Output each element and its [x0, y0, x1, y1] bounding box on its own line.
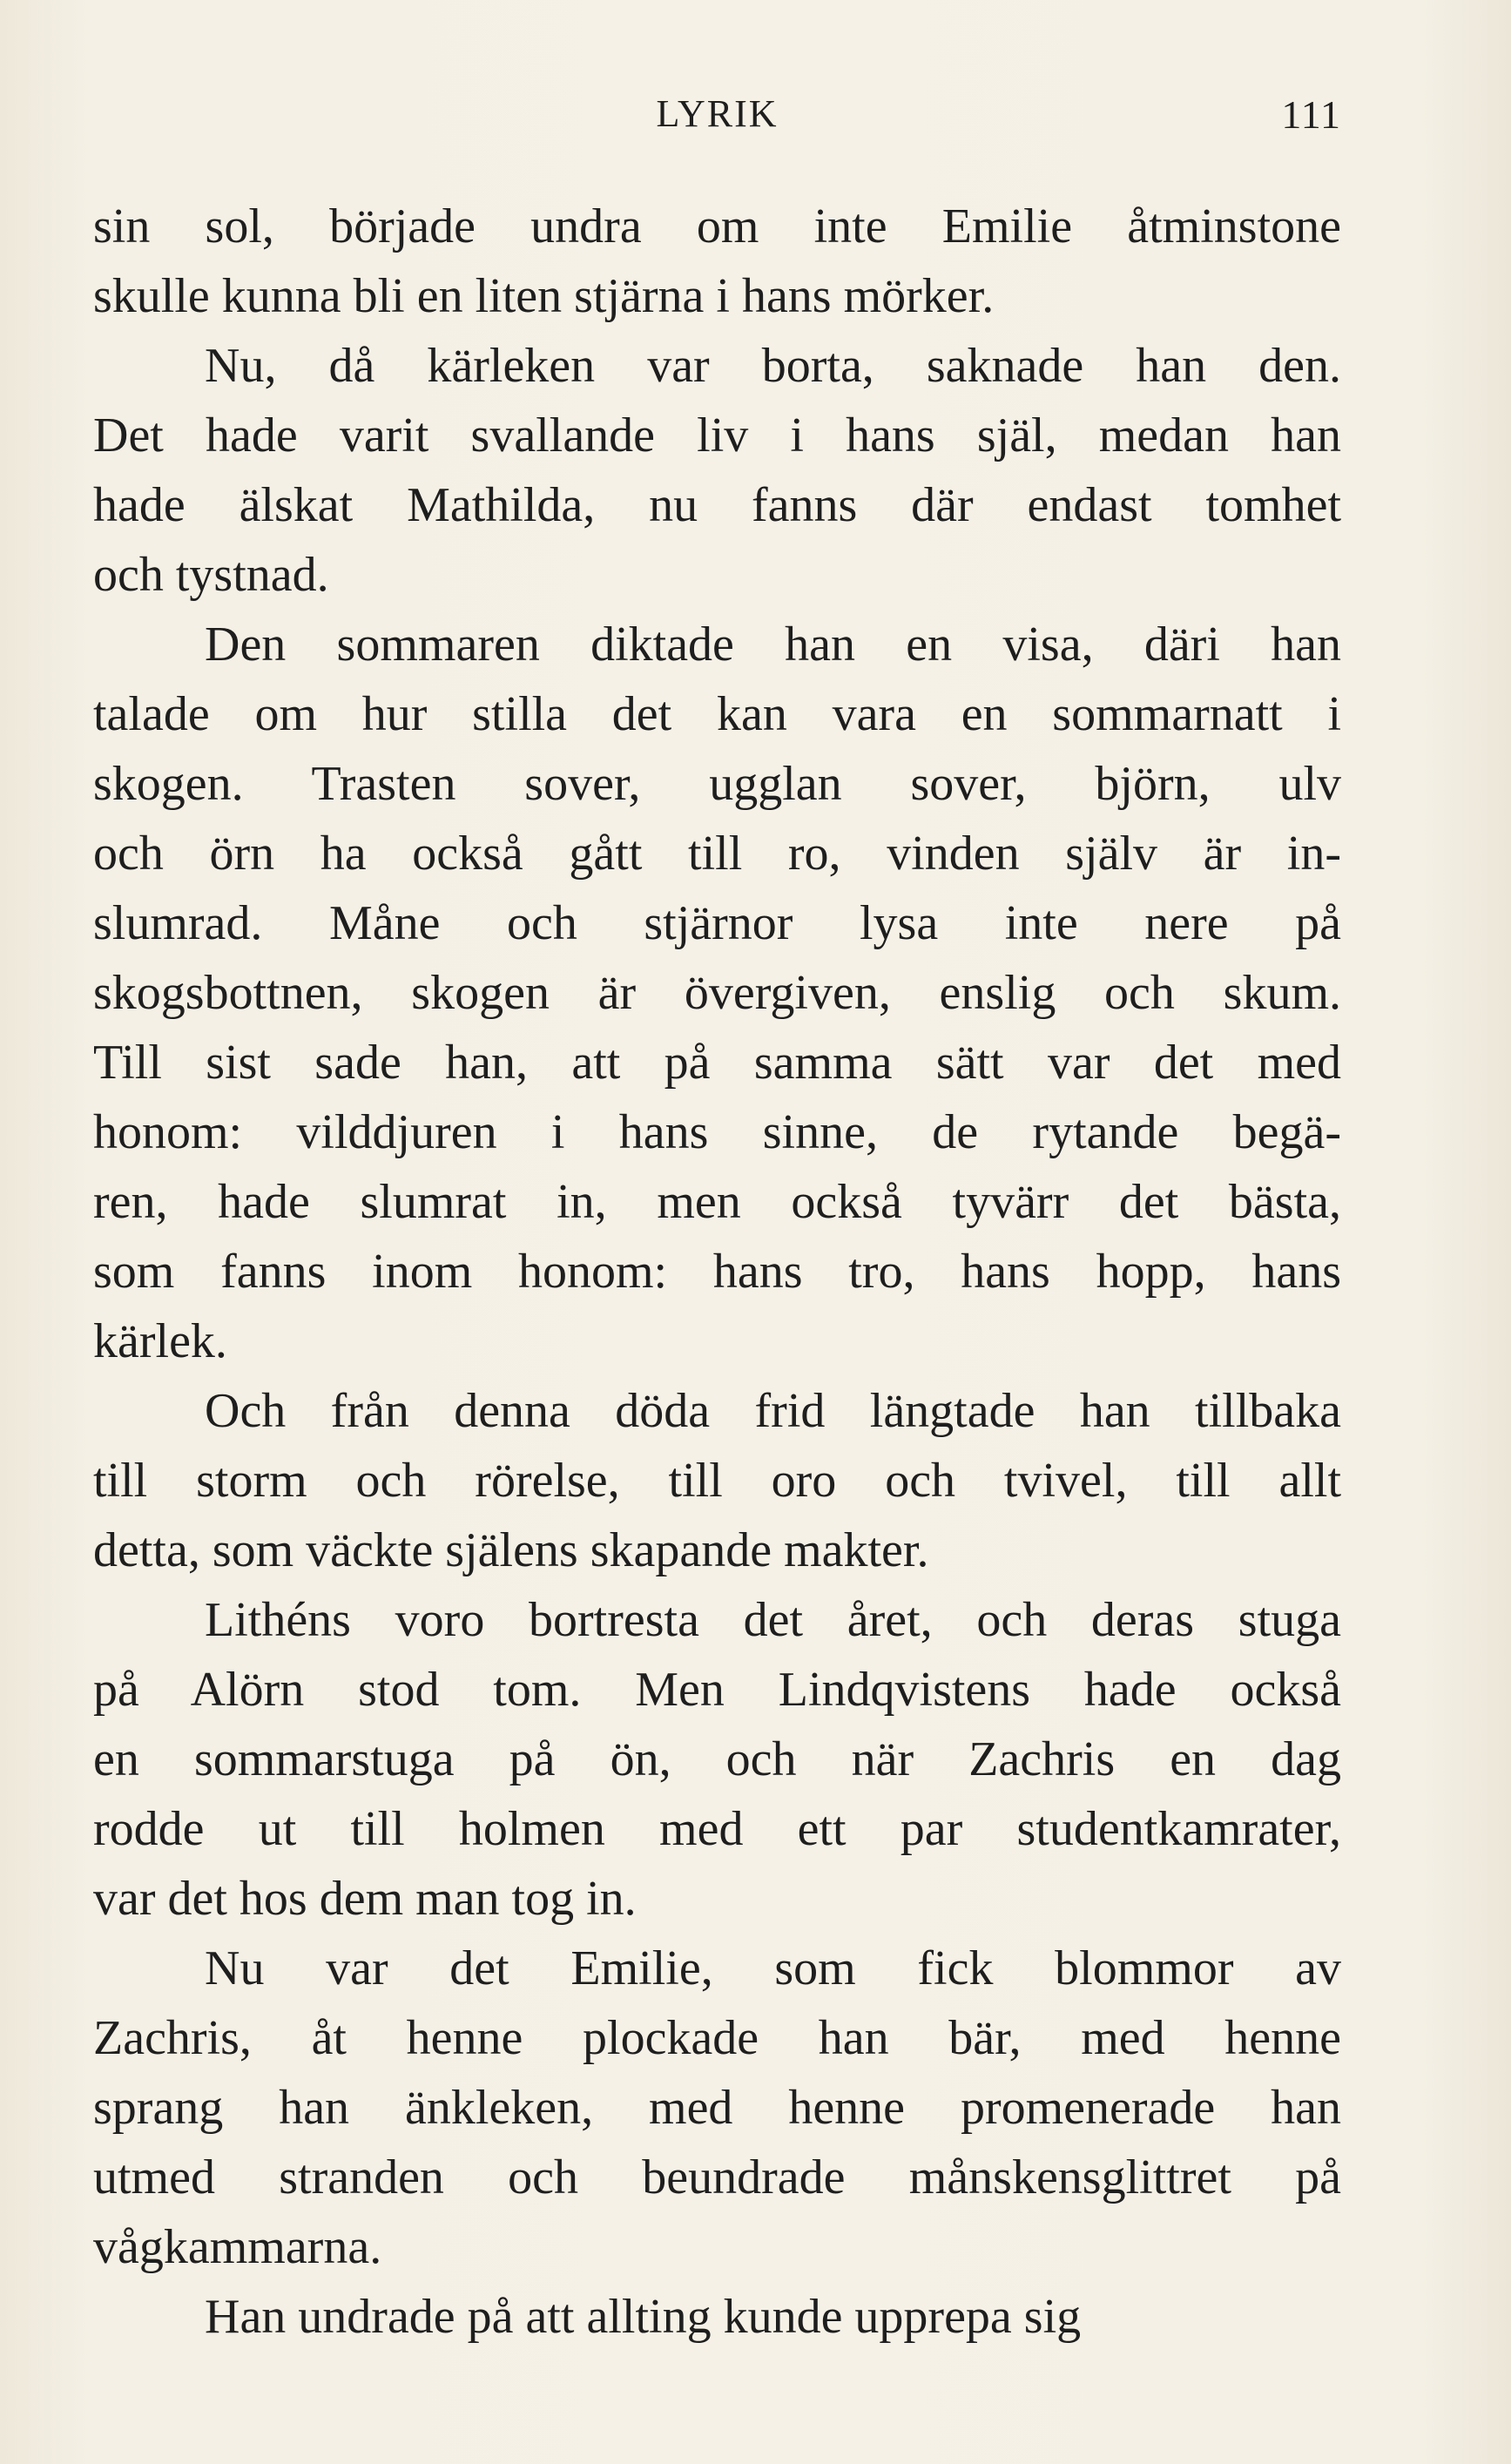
- page-number: 111: [1281, 92, 1341, 137]
- text-line: Zachris, åt henne plockade han bär, med henne: [93, 2011, 1341, 2065]
- text-line: hade älskat Mathilda, nu fanns där endast tomhet: [93, 478, 1341, 532]
- text-line: och örn ha också gått till ro, vinden själv är in-: [93, 827, 1341, 881]
- body-text: [93, 192, 1341, 2352]
- text-line: sin sol, började undra om inte Emilie åtminstone: [93, 199, 1341, 253]
- text-line: honom: vilddjuren i hans sinne, de rytande begä-: [93, 1105, 1341, 1159]
- running-head: [93, 91, 1341, 152]
- text-line: vågkammarna.: [93, 2220, 382, 2274]
- text-line: Till sist sade han, att på samma sätt var det med: [93, 1036, 1341, 1090]
- text-line: som fanns inom honom: hans tro, hans hopp, hans: [93, 1245, 1341, 1299]
- text-line: skogsbottnen, skogen är övergiven, enslig och skum.: [93, 966, 1341, 1020]
- text-line: Han undrade på att allting kunde upprepa sig: [205, 2290, 1082, 2344]
- text-line: rodde ut till holmen med ett par studentkamrater,: [93, 1802, 1341, 1856]
- text-line: skogen. Trasten sover, ugglan sover, björn, ulv: [93, 757, 1341, 811]
- text-line: Lithéns voro bortresta det året, och deras stuga: [205, 1593, 1341, 1647]
- text-line: slumrad. Måne och stjärnor lysa inte nere på: [93, 896, 1341, 950]
- text-line: var det hos dem man tog in.: [93, 1872, 637, 1926]
- text-line: utmed stranden och beundrade månskensglittret på: [93, 2150, 1341, 2204]
- text-line: sprang han änkleken, med henne promenerade han: [93, 2081, 1341, 2135]
- text-line: till storm och rörelse, till oro och tvivel, till allt: [93, 1454, 1341, 1508]
- text-line: Nu, då kärleken var borta, saknade han den.: [205, 339, 1341, 393]
- text-line: kärlek.: [93, 1314, 227, 1368]
- running-title: LYRIK: [656, 92, 779, 135]
- text-line: Det hade varit svallande liv i hans själ, medan han: [93, 408, 1341, 462]
- text-line: Och från denna döda frid längtade han tillbaka: [205, 1384, 1341, 1438]
- text-line: skulle kunna bli en liten stjärna i hans mörker.: [93, 269, 995, 323]
- text-line: en sommarstuga på ön, och när Zachris en dag: [93, 1732, 1341, 1786]
- text-line: på Alörn stod tom. Men Lindqvistens hade också: [93, 1663, 1341, 1717]
- text-line: och tystnad.: [93, 548, 329, 602]
- text-line: Nu var det Emilie, som fick blommor av: [205, 1941, 1341, 1995]
- text-line: Den sommaren diktade han en visa, däri han: [205, 618, 1341, 672]
- text-line: ren, hade slumrat in, men också tyvärr det bästa,: [93, 1175, 1341, 1229]
- text-line: talade om hur stilla det kan vara en sommarnatt i: [93, 687, 1341, 741]
- text-line: detta, som väckte själens skapande makter.: [93, 1523, 929, 1577]
